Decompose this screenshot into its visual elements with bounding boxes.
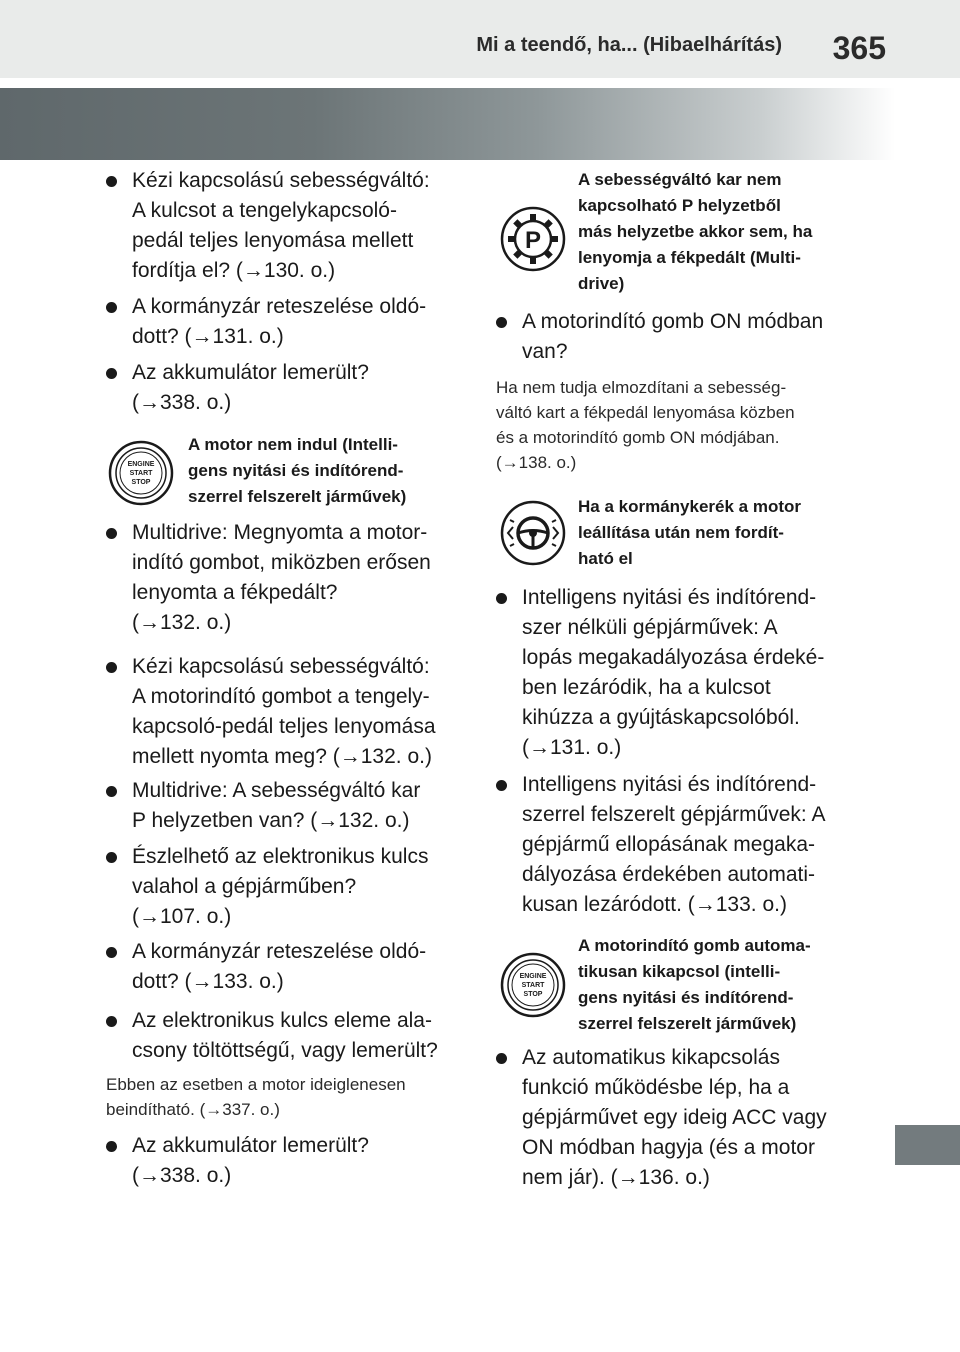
list-item-text: A kormányzár reteszelése oldó- dott? (→133. o.)	[132, 940, 427, 993]
list-item	[106, 842, 468, 932]
list-item-text: Az automatikus kikapcsolás funkció működésbe lép, ha a gépjárművet egy ideig ACC vagy ON módban hagyja (és a motor nem jár). (→136. o.)	[522, 1046, 827, 1189]
list-item-text: A kormányzár reteszelése oldó- dott? (→131. o.)	[132, 295, 427, 348]
list-item	[106, 652, 468, 772]
bullet-dot	[106, 852, 117, 863]
list-item-text: Intelligens nyitási és indítórend- szer nélküli gépjárművek: A lopás megakadályozása érdeké- ben lezáródik, ha a kulcsot kihúzza a gyújtáskapcsolóból. (→131. o.)	[522, 586, 825, 759]
svg-text:STOP: STOP	[523, 991, 543, 998]
list-item-text: Kézi kapcsolású sebességváltó: A kulcsot a tengelykapcsoló- pedál teljes lenyomása mellett fordítja el? (→130. o.)	[132, 169, 430, 282]
list-item-text: Észlelhető az elektronikus kulcs valahol a gépjárműben? (→107. o.)	[132, 845, 429, 928]
list-item	[106, 292, 468, 352]
list-item-text: Multidrive: Megnyomta a motor- indító gombot, miközben erősen lenyomta a fékpedált? (→132. o.)	[132, 521, 431, 634]
section-heading: A motorindító gomb automa- tikusan kikapcsol (intelli- gens nyitási és indítórend- szerrel felszerelt járművek)	[578, 936, 811, 1033]
header-gradient-bar	[0, 88, 895, 160]
list-item	[106, 937, 468, 997]
bullet-dot	[106, 662, 117, 673]
bullet-dot	[106, 528, 117, 539]
bullet-dot	[496, 1053, 507, 1064]
list-item	[106, 1131, 468, 1191]
list-item-text: Intelligens nyitási és indítórend- szerrel felszerelt gépjárművek: A gépjármű ellopásának megaka- dályozása érdekében automati- kusan lezáródott. (→133. o.)	[522, 773, 826, 916]
note-text: Ha nem tudja elmozdítani a sebesség- váltó kart a fékpedál lenyomása közben és a motorindító gomb ON módjában. (→138. o.)	[496, 378, 795, 472]
list-item-text: Az elektronikus kulcs eleme ala- csony töltöttségű, vagy lemerült?	[132, 1009, 438, 1062]
list-item	[496, 1043, 861, 1193]
list-item	[106, 358, 468, 418]
list-item-text: Az akkumulátor lemerült? (→338. o.)	[132, 1134, 369, 1187]
list-item	[496, 583, 861, 763]
svg-text:START: START	[521, 982, 545, 989]
bullet-dot	[106, 947, 117, 958]
bullet-dot	[106, 1141, 117, 1152]
list-item	[106, 1006, 468, 1066]
bullet-dot	[496, 593, 507, 604]
list-item	[496, 770, 861, 920]
bullet-dot	[106, 302, 117, 313]
svg-text:ENGINE: ENGINE	[519, 973, 547, 980]
chapter-side-tab	[895, 1125, 960, 1165]
list-item	[106, 776, 468, 836]
list-item	[106, 166, 468, 286]
list-item-text: A motorindító gomb ON módban van?	[522, 310, 824, 363]
bullet-dot	[106, 786, 117, 797]
section-heading: A motor nem indul (Intelli- gens nyitási és indítórend- szerrel felszerelt járművek)	[188, 435, 407, 506]
bullet-dot	[106, 176, 117, 187]
svg-text:STOP: STOP	[131, 479, 151, 486]
bullet-dot	[106, 368, 117, 379]
section-heading: Ha a kormánykerék a motor leállítása után nem fordít- ható el	[578, 497, 801, 568]
svg-text:ENGINE: ENGINE	[127, 461, 155, 468]
header-title: Mi a teendő, ha... (Hibaelhárítás)	[476, 34, 782, 56]
bullet-dot	[496, 317, 507, 328]
engine-start-stop-icon	[108, 440, 174, 506]
note-text: Ebben az esetben a motor ideiglenesen beindítható. (→337. o.)	[106, 1075, 406, 1119]
list-item-text: Kézi kapcsolású sebességváltó: A motorindító gombot a tengely- kapcsoló-pedál teljes lenyomása mellett nyomta meg? (→132. o.)	[132, 655, 436, 768]
page-number: 365	[832, 30, 886, 66]
bullet-dot	[106, 1016, 117, 1027]
engine-start-stop-icon	[500, 952, 566, 1018]
svg-text:P: P	[524, 227, 542, 254]
list-item	[106, 518, 468, 638]
bullet-dot	[496, 780, 507, 791]
list-item	[496, 307, 861, 367]
list-item-text: Az akkumulátor lemerült? (→338. o.)	[132, 361, 369, 414]
list-item-text: Multidrive: A sebességváltó kar P helyzetben van? (→132. o.)	[132, 779, 421, 832]
shift-lever-p-gear-icon	[500, 206, 566, 272]
steering-wheel-lock-icon	[500, 500, 566, 566]
section-heading: A sebességváltó kar nem kapcsolható P helyzetből más helyzetbe akkor sem, ha lenyomja a fékpedált (Multi- drive)	[578, 170, 813, 293]
svg-text:START: START	[129, 470, 153, 477]
